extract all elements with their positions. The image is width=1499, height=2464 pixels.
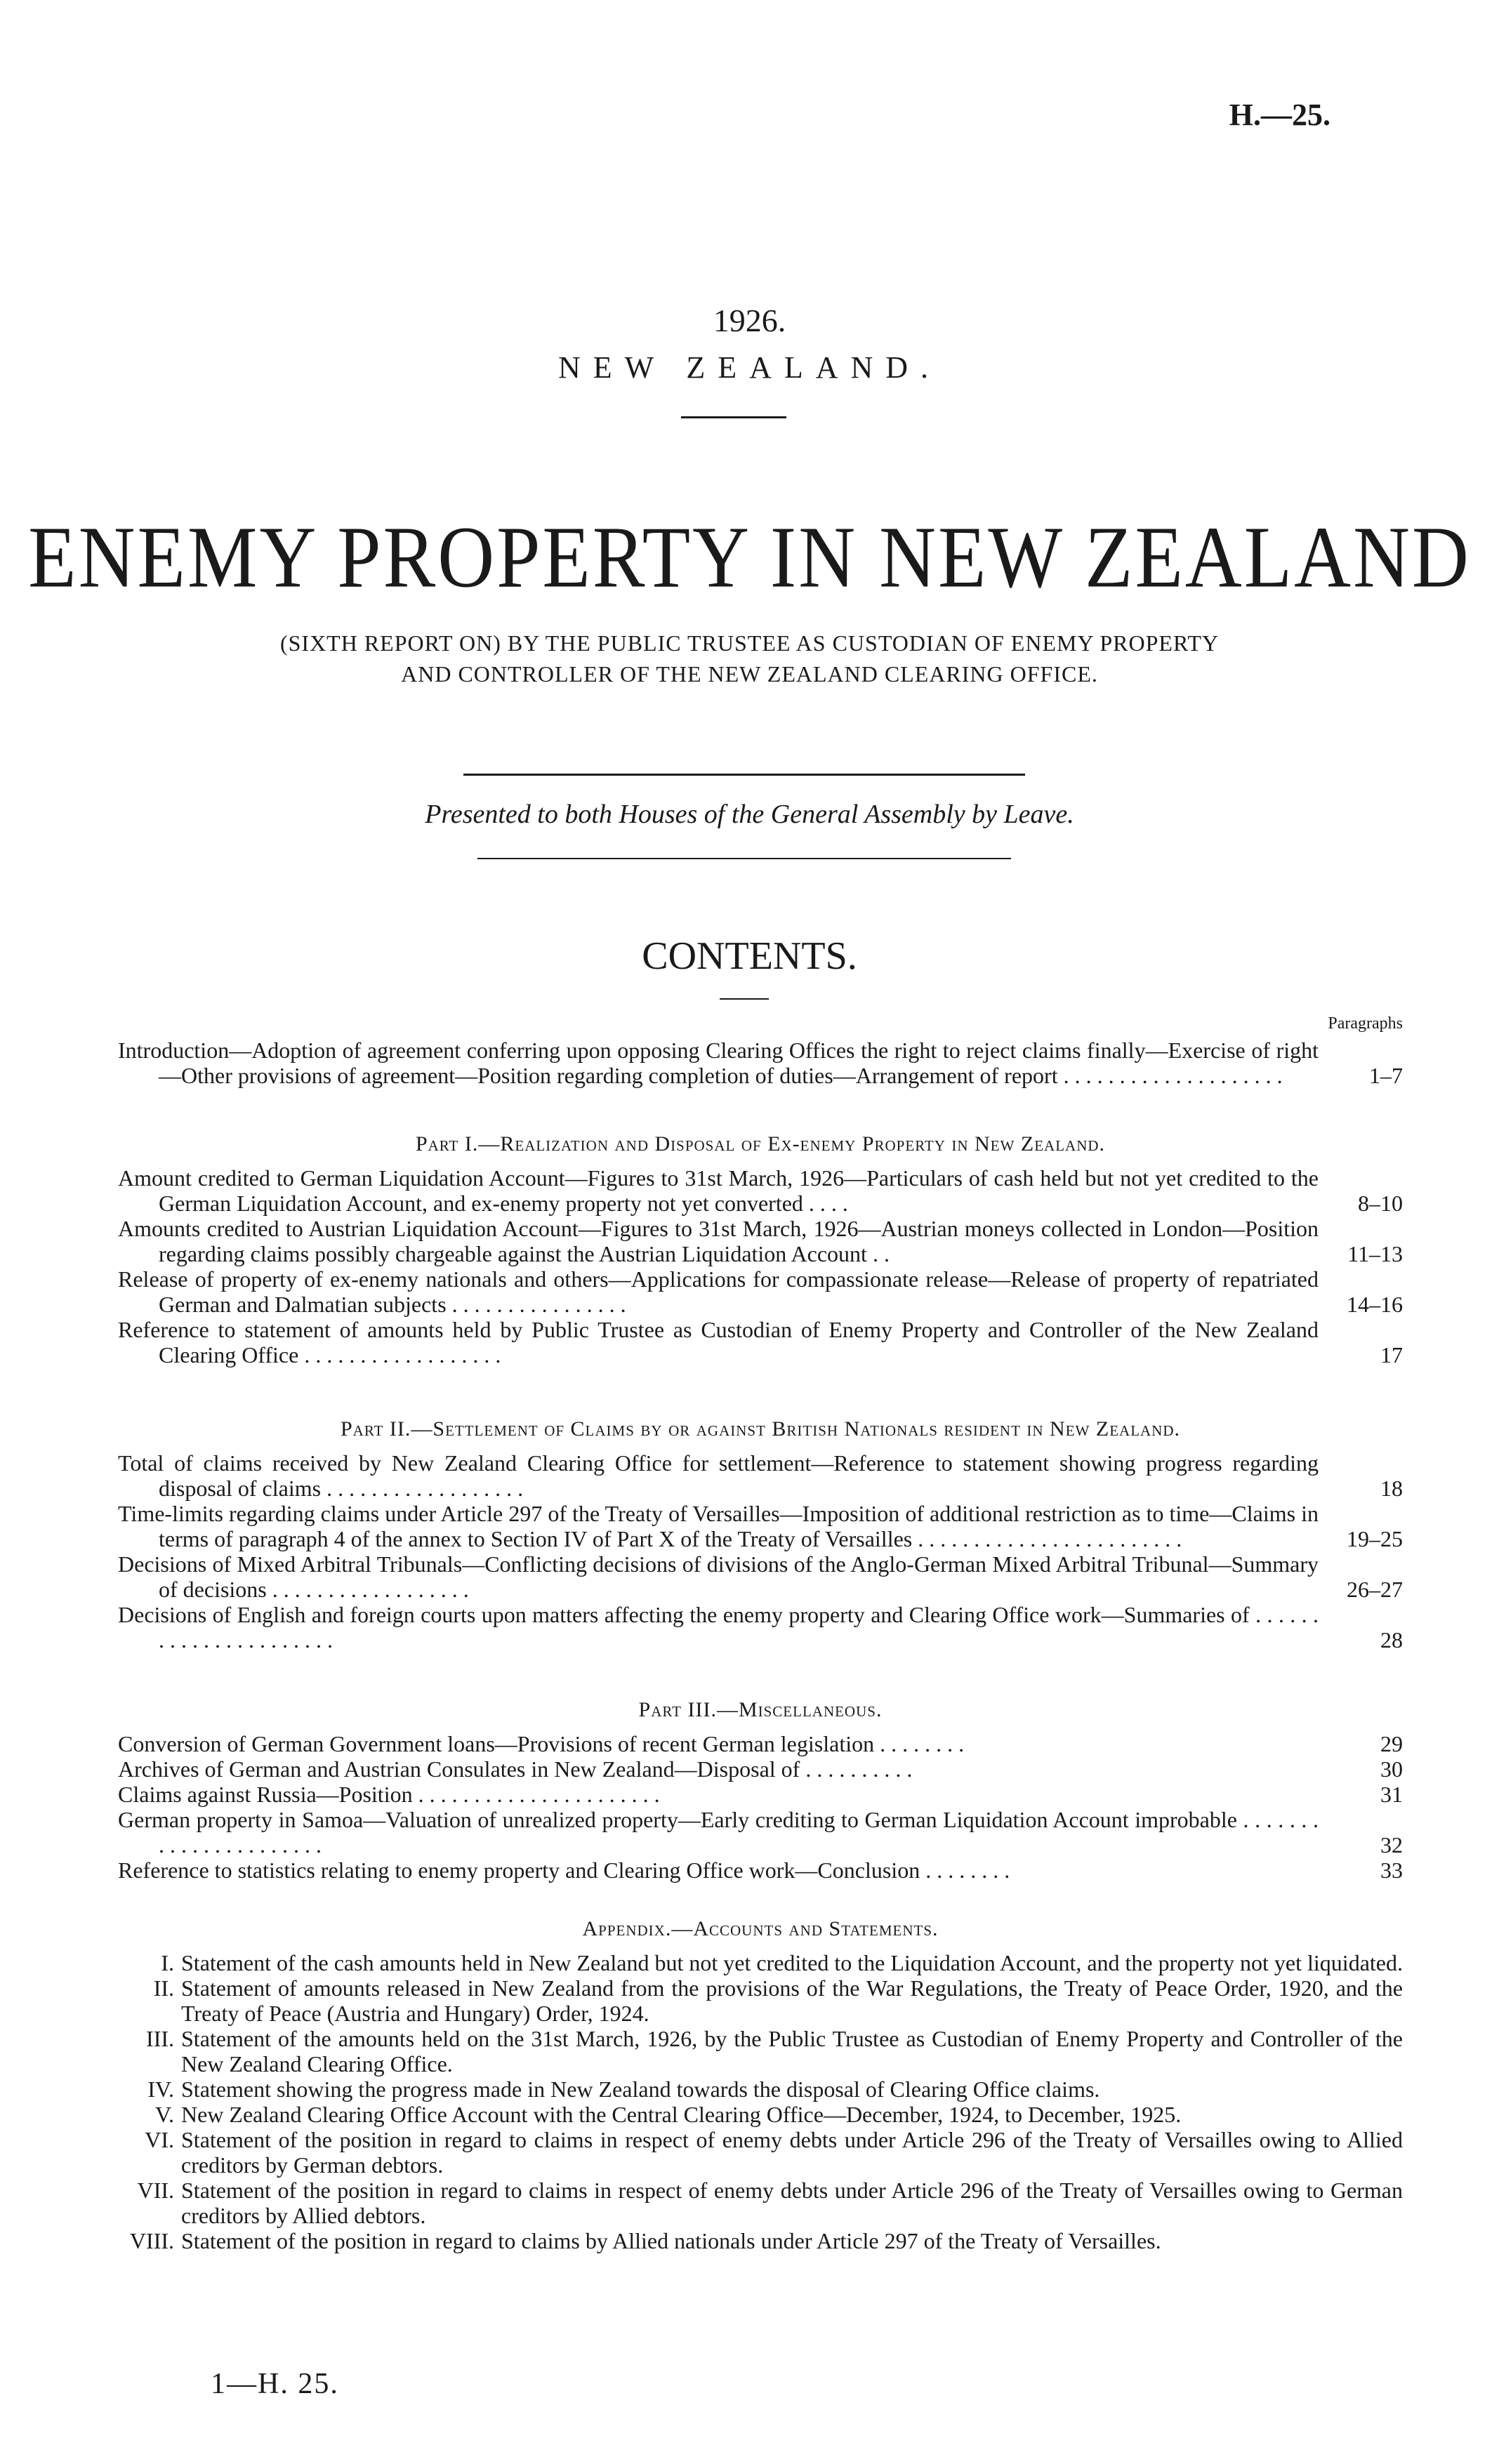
toc-entry [118,1807,1403,1857]
toc-entry-text: Decisions of Mixed Arbitral Tribunals—Conflicting decisions of divisions of the Anglo-German Mixed Arbitral Tribunal—Summary of decisions . . . . . . . . . . . . . . . . . . [118,1551,1319,1602]
toc-entry-text: Amount credited to German Liquidation Account—Figures to 31st March, 1926—Particulars of cash held but not yet credited to the German Liquidation Account, and ex-enemy property not yet converted . . . . [118,1165,1319,1216]
toc-entry [118,1501,1403,1551]
appendix-item [118,2127,1403,2178]
appendix-number: VIII. [129,2228,174,2253]
presentation-note: Presented to both Houses of the General Assembly by Leave. [425,800,1074,829]
appendix-text: Statement showing the progress made in New Zealand towards the disposal of Clearing Office claims. [181,2076,1100,2102]
appendix-text: Statement of the amounts held on the 31st March, 1926, by the Public Trustee as Custodian of Enemy Property and Controller of the New Zealand Clearing Office. [181,2026,1403,2076]
toc-entry-text: Reference to statistics relating to enemy property and Clearing Office work—Conclusion . . . . . . . . [118,1857,1010,1883]
toc-entry-text: Introduction—Adoption of agreement conferring upon opposing Clearing Offices the right to reject claims finally—Exercise of right—Other provisions of agreement—Position regarding completion of duties—Arrangement of report . . . . . . . . . . . . . . . . . . . . [118,1038,1319,1088]
appendix-number: IV. [147,2076,174,2102]
toc-entry-text: Conversion of German Government loans—Provisions of recent German legislation . . . . . . . . [118,1731,965,1756]
toc-entry-introduction [118,1038,1403,1088]
toc-entry-paragraphs: 8–10 [1358,1191,1403,1216]
toc-entry-paragraphs: 31 [1380,1782,1403,1807]
toc-entry-text: Archives of German and Austrian Consulates in New Zealand—Disposal of . . . . . . . . . . [118,1756,913,1782]
toc-entry [118,1551,1403,1602]
toc-entry [118,1731,1403,1756]
appendix-number: I. [161,1950,174,1975]
appendix-text: Statement of the cash amounts held in New Zealand but not yet credited to the Liquidation Account, and the property not yet liquidated. [181,1950,1403,1975]
toc-entry-paragraphs: 32 [1380,1832,1403,1857]
appendix-number: VII. [137,2178,174,2203]
toc-entry [118,1450,1403,1501]
toc-entry [118,1317,1403,1367]
appendix-text: New Zealand Clearing Office Account with the Central Clearing Office—December, 1924, to December, 1925. [181,2102,1182,2127]
toc-entry-paragraphs: 19–25 [1347,1526,1403,1551]
toc-entry-text: Time-limits regarding claims under Article 297 of the Treaty of Versailles—Imposition of additional restriction as to time—Claims in terms of paragraph 4 of the annex to Section IV of Part X of the Treaty of Versailles . . . . . . . . . . . . . . . . . . . . . . . . [118,1501,1319,1551]
toc-entry [118,1216,1403,1266]
report-subtitle-line-1: (SIXTH REPORT ON) BY THE PUBLIC TRUSTEE AS CUSTODIAN OF ENEMY PROPERTY [279,630,1220,656]
country: NEW ZEALAND. [557,350,942,385]
toc-entry-paragraphs: 11–13 [1347,1241,1403,1266]
appendix-item [118,2228,1403,2253]
report-title: ENEMY PROPERTY IN NEW ZEALAND [28,508,1471,607]
signature-mark: 1—H. 25. [211,2368,339,2400]
toc-entry-text: Decisions of English and foreign courts upon matters affecting the enemy property and Clearing Office work—Summaries of . . . . . . . . . . . . . . . . . . . . . . [118,1602,1319,1652]
divider [681,416,786,418]
toc-entry-paragraphs: 28 [1380,1627,1403,1652]
appendix-item [118,2102,1403,2127]
appendix-text: Statement of the position in regard to claims by Allied nationals under Article 297 of the Treaty of Versailles. [181,2228,1161,2253]
appendix-text: Statement of amounts released in New Zealand from the provisions of the War Regulations, the Treaty of Peace Order, 1920, and the Treaty of Peace (Austria and Hungary) Order, 1924. [181,1975,1403,2026]
divider [477,858,1011,859]
divider [720,998,769,1000]
appendix-number: III. [146,2026,174,2051]
appendix-number: VI. [145,2127,174,2152]
part-1-heading: Part I.—Realization and Disposal of Ex-enemy Property in New Zealand. [415,1132,1106,1155]
appendix-item [118,1950,1403,1975]
toc-entry-paragraphs: 30 [1380,1756,1403,1782]
toc-entry [118,1602,1403,1652]
part-3-heading: Part III.—Miscellaneous. [638,1698,883,1721]
toc-entry [118,1756,1403,1782]
table-of-contents [118,1011,1403,2253]
appendix-text: Statement of the position in regard to claims in respect of enemy debts under Article 296 of the Treaty of Versailles owing to Allied creditors by German debtors. [181,2127,1403,2178]
contents-heading: CONTENTS. [642,934,857,978]
divider [463,774,1025,776]
toc-entry-paragraphs: 33 [1380,1857,1403,1883]
appendix-item [118,2076,1403,2102]
page-reference: H.—25. [1229,98,1330,132]
toc-entry-paragraphs: 18 [1380,1476,1403,1501]
report-subtitle-line-2: AND CONTROLLER OF THE NEW ZEALAND CLEARING OFFICE. [401,661,1098,687]
toc-entry-text: German property in Samoa—Valuation of unrealized property—Early crediting to German Liquidation Account improbable . . . . . . . . . . . . . . . . . . . . . . [118,1807,1319,1857]
toc-entry-paragraphs: 29 [1380,1731,1403,1756]
toc-entry [118,1782,1403,1807]
toc-entry-text: Reference to statement of amounts held by Public Trustee as Custodian of Enemy Property and Controller of the New Zealand Clearing Office . . . . . . . . . . . . . . . . . . [118,1317,1319,1367]
appendix-text: Statement of the position in regard to claims in respect of enemy debts under Article 296 of the Treaty of Versailles owing to German creditors by Allied debtors. [181,2178,1403,2228]
toc-entry-paragraphs: 1–7 [1369,1063,1403,1088]
toc-entry [118,1266,1403,1317]
appendix-item [118,1975,1403,2026]
appendix-heading: Appendix.—Accounts and Statements. [582,1917,939,1940]
toc-entry-text: Claims against Russia—Position . . . . . . . . . . . . . . . . . . . . . . [118,1782,660,1807]
appendix-item [118,2178,1403,2228]
toc-entry-paragraphs: 14–16 [1347,1292,1403,1317]
toc-entry-text: Amounts credited to Austrian Liquidation Account—Figures to 31st March, 1926—Austrian moneys collected in London—Position regarding claims possibly chargeable against the Austrian Liquidation Account . . [118,1216,1319,1266]
year: 1926. [713,303,786,338]
toc-entry-paragraphs: 17 [1380,1342,1403,1367]
appendix-number: II. [153,1975,174,2001]
paragraphs-label: Paragraphs [1328,1014,1403,1033]
toc-entry-text: Total of claims received by New Zealand Clearing Office for settlement—Reference to statement showing progress regarding disposal of claims . . . . . . . . . . . . . . . . . . [118,1450,1319,1501]
toc-entry [118,1857,1403,1883]
appendix-item [118,2026,1403,2076]
toc-entry-text: Release of property of ex-enemy nationals and others—Applications for compassionate release—Release of property of repatriated German and Dalmatian subjects . . . . . . . . . . . . . . . . [118,1266,1319,1317]
toc-entry [118,1165,1403,1216]
part-2-heading: Part II.—Settlement of Claims by or against British Nationals resident in New Zealand. [340,1417,1181,1440]
appendix-number: V. [155,2102,174,2127]
toc-entry-paragraphs: 26–27 [1347,1577,1403,1602]
